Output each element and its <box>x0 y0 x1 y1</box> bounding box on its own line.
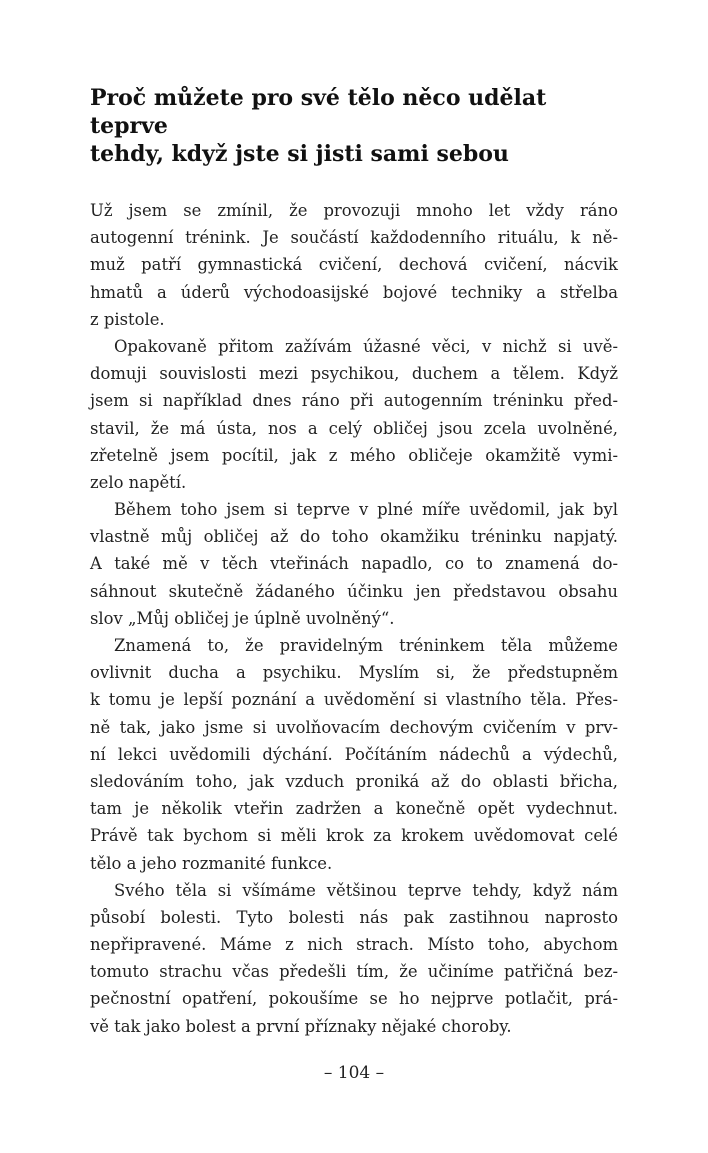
text-line: vě tak jako bolest a první příznaky nějaké choroby. <box>90 1016 512 1036</box>
text-line: pečnostní opatření, pokoušíme se ho nejprve potlačit, prá- <box>90 989 618 1009</box>
text-line: sáhnout skutečně žádaného účinku jen představou obsahu <box>90 581 618 601</box>
text-line: hmatů a úderů východoasijské bojové techniky a střelba <box>90 282 618 302</box>
paragraph <box>90 197 618 333</box>
page-number: – 104 – <box>323 1063 385 1083</box>
text-line: Svého těla si všímáme většinou teprve tehdy, když nám <box>114 880 618 900</box>
text-line: zřetelně jsem pocítil, jak z mého obličeje okamžitě vymi- <box>90 445 618 465</box>
paragraph <box>90 333 618 496</box>
text-line: tam je několik vteřin zadržen a konečně opět vydechnut. <box>90 799 618 819</box>
text-line: ně tak, jako jsme si uvolňovacím dechovým cvičením v prv- <box>90 717 618 737</box>
paragraph <box>90 632 618 877</box>
text-line: ovlivnit ducha a psychiku. Myslím si, že předstupněm <box>90 663 618 683</box>
text-line: nepřipravené. Máme z nich strach. Místo toho, abychom <box>90 935 618 955</box>
text-line: autogenní trénink. Je součástí každodenního rituálu, k ně- <box>90 228 618 248</box>
text-line: Právě tak bychom si měli krok za krokem uvědomovat celé <box>90 826 618 846</box>
text-line: Znamená to, že pravidelným tréninkem těla můžeme <box>114 636 618 655</box>
text-line: tělo a jeho rozmanité funkce. <box>90 853 333 873</box>
text-line: slov „Můj obličej je úplně uvolněný“. <box>90 608 395 628</box>
paragraph <box>90 877 618 1040</box>
text-line: muž patří gymnastická cvičení, dechová cvičení, nácvik <box>90 255 618 275</box>
heading-line-2: tehdy, když jste si jisti sami sebou <box>90 141 509 167</box>
text-line: vlastně můj obličej až do toho okamžiku tréninku napjatý. <box>90 527 618 547</box>
body-text <box>90 197 618 1040</box>
text-line: jsem si například dnes ráno při autogenním tréninku před- <box>90 391 618 411</box>
text-line: tomuto strachu včas předešli tím, že učiníme patřičná bez- <box>90 962 618 982</box>
text-line: sledováním toho, jak vzduch proniká až do oblasti břicha, <box>90 771 618 791</box>
text-line: Během toho jsem si teprve v plné míře uvědomil, jak byl <box>114 500 618 520</box>
chapter-heading <box>90 84 630 168</box>
text-line: působí bolesti. Tyto bolesti nás pak zastihnou naprosto <box>90 907 618 927</box>
text-line: Už jsem se zmínil, že provozuji mnoho let vždy ráno <box>90 201 618 220</box>
text-line: A také mě v těch vteřinách napadlo, co to znamená do- <box>90 554 618 574</box>
heading-line-1: Proč můžete pro své tělo něco udělat teprve <box>90 85 547 139</box>
text-line: k tomu je lepší poznání a uvědomění si vlastního těla. Přes- <box>90 690 618 710</box>
text-line: domuji souvislosti mezi psychikou, duchem a tělem. Když <box>90 364 618 384</box>
text-line: Opakovaně přitom zažívám úžasné věci, v nichž si uvě- <box>114 336 618 356</box>
text-line: stavil, že má ústa, nos a celý obličej jsou zcela uvolněné, <box>90 418 618 438</box>
paragraph <box>90 496 618 632</box>
text-line: ní lekci uvědomili dýchání. Počítáním nádechů a výdechů, <box>90 744 618 764</box>
text-line: z pistole. <box>90 309 165 329</box>
text-line: zelo napětí. <box>90 472 187 492</box>
